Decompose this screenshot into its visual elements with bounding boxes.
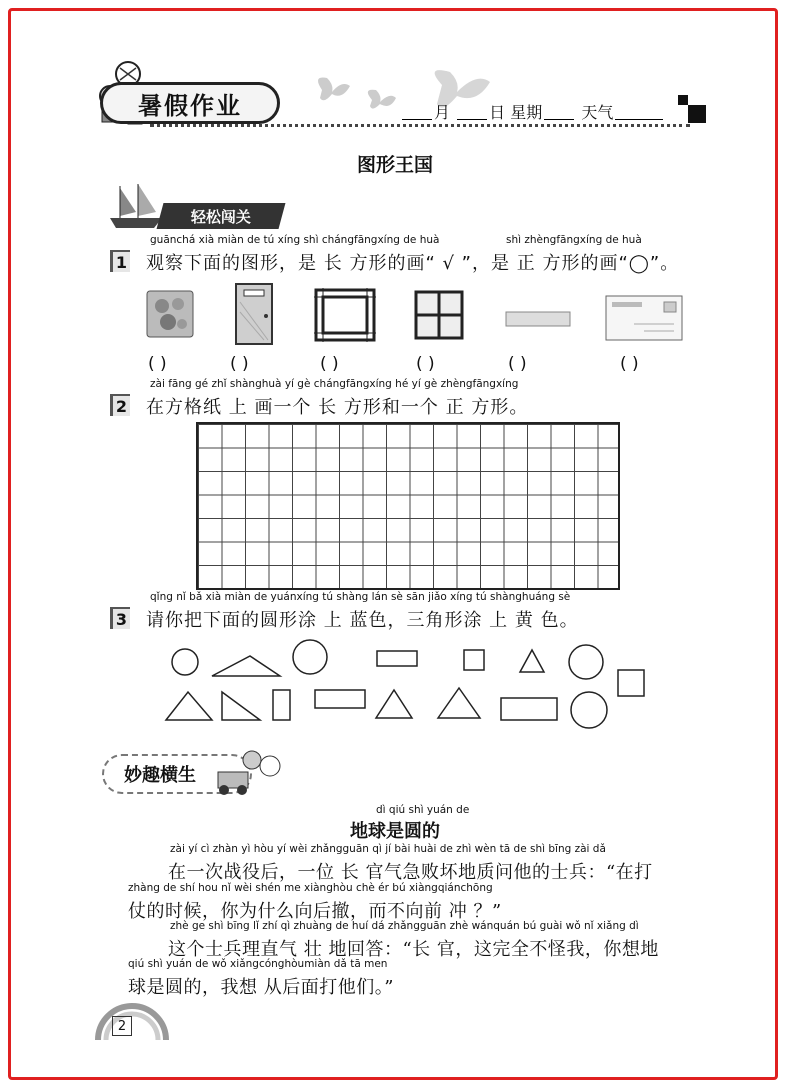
story-pinyin-4: qiú shì yuán de wǒ xiǎngcónghòumiàn dǎ tā men bbox=[128, 958, 388, 970]
question-number-1: 1 bbox=[110, 250, 130, 272]
weekday-blank[interactable] bbox=[544, 105, 574, 120]
bar-icon bbox=[504, 310, 574, 330]
answer-slot-4[interactable]: ( ) bbox=[416, 354, 435, 374]
answer-slot-3[interactable]: ( ) bbox=[320, 354, 339, 374]
shape-circle[interactable] bbox=[293, 640, 327, 674]
shape-rectangle[interactable] bbox=[315, 690, 365, 708]
shape-triangle[interactable] bbox=[222, 692, 260, 720]
shape-square[interactable] bbox=[464, 650, 484, 670]
door-icon bbox=[234, 282, 274, 346]
header-dotted-line bbox=[150, 124, 690, 127]
shape-square[interactable] bbox=[618, 670, 644, 696]
story-line-1: 在一次战役后，一位 长 官气急败坏地质问他的士兵：“在打 bbox=[168, 862, 653, 883]
question-number-3: 3 bbox=[110, 607, 130, 629]
corner-squares-icon bbox=[678, 95, 708, 125]
story-line-3: 这个士兵理直气 壮 地回答：“长 官，这完全不怪我，你想地 bbox=[168, 939, 659, 960]
shape-circle[interactable] bbox=[172, 649, 198, 675]
shape-circle[interactable] bbox=[571, 692, 607, 728]
shape-triangle[interactable] bbox=[376, 690, 412, 718]
answer-slot-2[interactable]: ( ) bbox=[230, 354, 249, 374]
shape-rectangle[interactable] bbox=[501, 698, 557, 720]
section-tag-fun: 妙趣横生 bbox=[102, 754, 252, 794]
answer-slot-1[interactable]: ( ) bbox=[148, 354, 167, 374]
weather-blank[interactable] bbox=[615, 105, 663, 120]
rainbow-icon bbox=[92, 996, 172, 1044]
question-number-2: 2 bbox=[110, 394, 130, 416]
q2-pinyin: zài fāng gé zhǐ shànghuà yí gè chángfāngxíng hé yí gè zhèngfāngxíng bbox=[150, 378, 519, 390]
flower-tile-icon bbox=[146, 290, 196, 340]
q2-text: 在方格纸 上 画一个 长 方形和一个 正 方形。 bbox=[146, 397, 529, 418]
shape-rectangle[interactable] bbox=[273, 690, 290, 720]
q3-text: 请你把下面的圆形涂 上 蓝色，三角形涂 上 黄 色。 bbox=[146, 610, 579, 631]
envelope-icon bbox=[604, 294, 684, 342]
q1-text: 观察下面的图形，是 长 方形的画“ √ ”，是 正 方形的画“◯”。 bbox=[146, 253, 680, 274]
car-balloons-icon bbox=[210, 748, 286, 798]
story-pinyin-2: zhàng de shí hou nǐ wèi shén me xiànghòu chè ér bú xiàngqiánchōng bbox=[128, 882, 493, 894]
day-blank[interactable] bbox=[457, 105, 487, 120]
story-title: 地球是圆的 bbox=[350, 821, 440, 842]
q3-pinyin: qǐng nǐ bǎ xià miàn de yuánxíng tú shàng lán sè sān jiǎo xíng tú shànghuáng sè bbox=[150, 591, 571, 603]
day-label: 日 bbox=[489, 103, 506, 122]
weather-label: 天气 bbox=[581, 103, 614, 122]
window-icon bbox=[414, 290, 464, 340]
page-number: 2 bbox=[112, 1016, 132, 1036]
story-pinyin-3: zhè ge shì bīng lǐ zhí qì zhuàng de huí dá zhǎngguān zhè wánquán bú guài wǒ nǐ xiǎng dì bbox=[170, 920, 639, 932]
story-line-4: 球是圆的，我想 从后面打他们。” bbox=[128, 977, 394, 998]
story-title-pinyin: dì qiú shì yuán de bbox=[376, 804, 470, 816]
page-title: 图形王国 bbox=[356, 154, 433, 176]
banner-title: 暑假作业 bbox=[100, 82, 280, 124]
shape-triangle[interactable] bbox=[438, 688, 480, 718]
q1-pinyin-b: shì zhèngfāngxíng de huà bbox=[506, 234, 642, 246]
story-pinyin-1: zài yí cì zhàn yì hòu yí wèi zhǎngguān qì jí bài huài de zhì wèn tā de shì bīng zài dǎ bbox=[170, 843, 606, 855]
frame-icon bbox=[314, 288, 376, 342]
shape-triangle[interactable] bbox=[166, 692, 212, 720]
date-line bbox=[400, 100, 665, 123]
shape-rectangle[interactable] bbox=[377, 651, 417, 666]
shape-circle[interactable] bbox=[569, 645, 603, 679]
section-tag-easy: 轻松闯关 bbox=[157, 203, 286, 229]
shapes-area bbox=[160, 634, 660, 730]
shape-triangle[interactable] bbox=[520, 650, 544, 672]
story-line-2: 仗的时候，你为什么向后撤，而不向前 冲 ？” bbox=[128, 901, 502, 922]
shape-triangle[interactable] bbox=[212, 656, 280, 676]
q1-pinyin-a: guānchá xià miàn de tú xíng shì chángfāngxíng de huà bbox=[150, 234, 440, 246]
month-label: 月 bbox=[434, 103, 451, 122]
weekday-label: 星期 bbox=[510, 103, 543, 122]
answer-slot-5[interactable]: ( ) bbox=[508, 354, 527, 374]
answer-slot-6[interactable]: ( ) bbox=[620, 354, 639, 374]
month-blank[interactable] bbox=[402, 105, 432, 120]
grid-paper[interactable] bbox=[196, 422, 620, 590]
